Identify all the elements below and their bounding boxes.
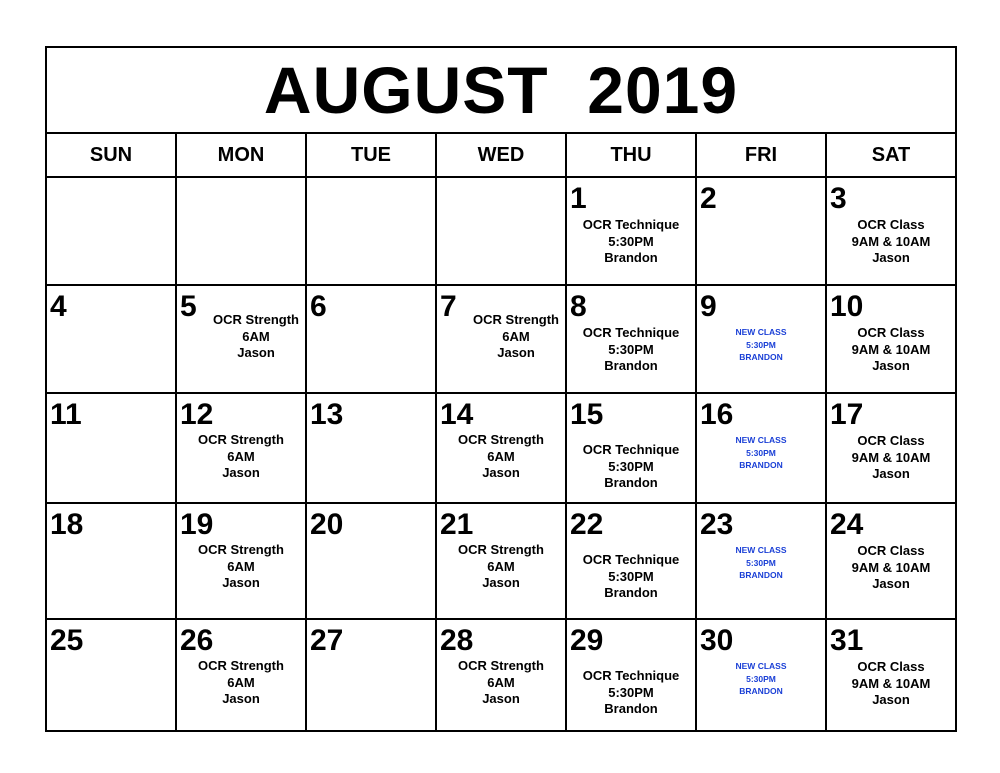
event-line: Jason xyxy=(497,345,535,360)
event-line: 6AM xyxy=(487,674,515,690)
class-event[interactable] xyxy=(177,542,305,592)
event-line: OCR Class xyxy=(857,543,925,558)
day-number: 25 xyxy=(50,624,84,657)
event-line: OCR Technique xyxy=(582,325,680,340)
day-cell[interactable] xyxy=(567,504,697,620)
event-line: OCR Strength xyxy=(458,432,544,447)
day-cell[interactable] xyxy=(697,178,827,286)
event-line: Jason xyxy=(872,692,910,707)
new-class-event[interactable] xyxy=(697,434,825,472)
day-cell[interactable] xyxy=(47,394,177,504)
day-number: 24 xyxy=(830,508,864,541)
class-event[interactable] xyxy=(437,658,565,708)
day-cell[interactable] xyxy=(827,286,955,394)
class-event[interactable] xyxy=(567,325,695,375)
event-line: 6AM xyxy=(502,328,530,344)
event-line: OCR Strength xyxy=(213,312,299,327)
event-line: OCR Strength xyxy=(198,432,284,447)
day-cell[interactable] xyxy=(47,286,177,394)
event-line: OCR Class xyxy=(857,433,925,448)
class-event[interactable] xyxy=(827,543,955,593)
event-line: Jason xyxy=(482,575,520,590)
day-cell[interactable] xyxy=(697,620,827,732)
event-line: NEW CLASS xyxy=(735,661,787,671)
event-line: OCR Strength xyxy=(458,542,544,557)
event-line: Brandon xyxy=(604,701,658,716)
day-number: 17 xyxy=(830,398,864,431)
day-number: 9 xyxy=(700,290,717,323)
day-number: 23 xyxy=(700,508,734,541)
event-line: 5:30PM xyxy=(746,339,776,350)
day-number: 2 xyxy=(700,182,717,215)
event-line: 5:30PM xyxy=(608,458,654,474)
event-line: OCR Strength xyxy=(473,312,559,327)
class-event[interactable] xyxy=(827,217,955,267)
weekday-header: FRI xyxy=(697,134,827,178)
event-line: Jason xyxy=(222,465,260,480)
event-line: Brandon xyxy=(604,585,658,600)
event-line: 9AM & 10AM xyxy=(851,449,931,465)
event-line: OCR Strength xyxy=(198,658,284,673)
event-line: NEW CLASS xyxy=(735,327,787,337)
day-number: 4 xyxy=(50,290,67,323)
event-line: 5:30PM xyxy=(608,684,654,700)
event-line: 6AM xyxy=(487,558,515,574)
class-event[interactable] xyxy=(827,325,955,375)
day-cell[interactable] xyxy=(437,394,567,504)
day-number: 31 xyxy=(830,624,864,657)
new-class-event[interactable] xyxy=(697,326,825,364)
class-event[interactable] xyxy=(567,552,695,602)
day-cell[interactable] xyxy=(567,620,697,732)
event-line: OCR Strength xyxy=(198,542,284,557)
event-line: Jason xyxy=(222,691,260,706)
event-line: BRANDON xyxy=(739,460,783,470)
day-cell[interactable] xyxy=(567,394,697,504)
event-line: Brandon xyxy=(604,475,658,490)
class-event[interactable] xyxy=(827,659,955,709)
day-cell[interactable] xyxy=(827,620,955,732)
day-number: 15 xyxy=(570,398,604,431)
day-number: 3 xyxy=(830,182,847,215)
day-cell[interactable] xyxy=(437,620,567,732)
day-cell[interactable] xyxy=(177,394,307,504)
weekday-header: THU xyxy=(567,134,697,178)
day-number: 13 xyxy=(310,398,344,431)
class-event[interactable] xyxy=(567,668,695,718)
day-cell[interactable] xyxy=(697,504,827,620)
event-line: 5:30PM xyxy=(746,673,776,684)
event-line: OCR Class xyxy=(857,659,925,674)
day-number: 1 xyxy=(570,182,587,215)
day-number: 28 xyxy=(440,624,474,657)
day-number: 27 xyxy=(310,624,344,657)
day-cell[interactable] xyxy=(177,286,307,394)
day-number: 14 xyxy=(440,398,474,431)
day-number: 16 xyxy=(700,398,734,431)
day-number: 11 xyxy=(50,398,82,431)
day-cell[interactable] xyxy=(177,178,307,286)
day-cell[interactable] xyxy=(307,504,437,620)
calendar xyxy=(45,46,957,732)
class-event[interactable] xyxy=(567,442,695,492)
day-cell[interactable] xyxy=(437,504,567,620)
day-cell[interactable] xyxy=(437,178,567,286)
day-cell[interactable] xyxy=(567,178,697,286)
event-line: Jason xyxy=(482,691,520,706)
event-line: 6AM xyxy=(227,448,255,464)
event-line: BRANDON xyxy=(739,352,783,362)
event-line: Jason xyxy=(222,575,260,590)
day-number: 26 xyxy=(180,624,214,657)
day-number: 8 xyxy=(570,290,587,323)
day-number: 5 xyxy=(180,290,197,323)
day-number: 10 xyxy=(830,290,864,323)
day-number: 22 xyxy=(570,508,604,541)
day-cell[interactable] xyxy=(307,178,437,286)
day-cell[interactable] xyxy=(177,504,307,620)
event-line: OCR Technique xyxy=(582,217,680,232)
event-line: OCR Strength xyxy=(458,658,544,673)
event-line: 6AM xyxy=(242,328,270,344)
class-event[interactable] xyxy=(437,432,565,482)
class-event[interactable] xyxy=(827,433,955,483)
weekday-header: MON xyxy=(177,134,307,178)
weekday-header: SAT xyxy=(827,134,955,178)
day-number: 30 xyxy=(700,624,734,657)
event-line: OCR Technique xyxy=(582,442,680,457)
day-number: 18 xyxy=(50,508,84,541)
class-event[interactable] xyxy=(177,432,305,482)
event-line: Jason xyxy=(872,358,910,373)
class-event[interactable] xyxy=(473,312,559,362)
day-number: 12 xyxy=(180,398,214,431)
day-cell[interactable] xyxy=(567,286,697,394)
day-number: 7 xyxy=(440,290,457,323)
event-line: Jason xyxy=(237,345,275,360)
event-line: OCR Technique xyxy=(582,552,680,567)
new-class-event[interactable] xyxy=(697,660,825,698)
event-line: Jason xyxy=(872,466,910,481)
day-cell[interactable] xyxy=(697,286,827,394)
day-number: 6 xyxy=(310,290,327,323)
event-line: 9AM & 10AM xyxy=(851,675,931,691)
event-line: 9AM & 10AM xyxy=(851,559,931,575)
event-line: 5:30PM xyxy=(608,233,654,249)
weekday-header: WED xyxy=(437,134,567,178)
event-line: 6AM xyxy=(227,558,255,574)
event-line: 6AM xyxy=(227,674,255,690)
event-line: Jason xyxy=(482,465,520,480)
event-line: Jason xyxy=(872,250,910,265)
weekday-header: TUE xyxy=(307,134,437,178)
event-line: OCR Technique xyxy=(582,668,680,683)
day-cell[interactable] xyxy=(697,394,827,504)
event-line: BRANDON xyxy=(739,686,783,696)
day-cell[interactable] xyxy=(437,286,567,394)
event-line: OCR Class xyxy=(857,325,925,340)
day-number: 21 xyxy=(440,508,474,541)
day-cell[interactable] xyxy=(827,178,955,286)
event-line: 5:30PM xyxy=(746,447,776,458)
new-class-event[interactable] xyxy=(697,544,825,582)
day-cell[interactable] xyxy=(827,394,955,504)
day-cell[interactable] xyxy=(827,504,955,620)
event-line: 5:30PM xyxy=(608,568,654,584)
day-cell[interactable] xyxy=(47,620,177,732)
day-cell[interactable] xyxy=(47,178,177,286)
weekday-header: SUN xyxy=(47,134,177,178)
event-line: OCR Class xyxy=(857,217,925,232)
event-line: 5:30PM xyxy=(746,557,776,568)
day-cell[interactable] xyxy=(307,394,437,504)
day-cell[interactable] xyxy=(307,286,437,394)
event-line: 9AM & 10AM xyxy=(851,341,931,357)
day-cell[interactable] xyxy=(177,620,307,732)
event-line: NEW CLASS xyxy=(735,435,787,445)
day-cell[interactable] xyxy=(307,620,437,732)
event-line: 6AM xyxy=(487,448,515,464)
event-line: Brandon xyxy=(604,250,658,265)
day-number: 29 xyxy=(570,624,604,657)
day-cell[interactable] xyxy=(47,504,177,620)
event-line: BRANDON xyxy=(739,570,783,580)
event-line: 9AM & 10AM xyxy=(851,233,931,249)
day-number: 20 xyxy=(310,508,344,541)
class-event[interactable] xyxy=(213,312,299,362)
event-line: NEW CLASS xyxy=(735,545,787,555)
class-event[interactable] xyxy=(177,658,305,708)
calendar-title: AUGUST 2019 xyxy=(47,48,955,134)
event-line: Jason xyxy=(872,576,910,591)
event-line: 5:30PM xyxy=(608,341,654,357)
event-line: Brandon xyxy=(604,358,658,373)
day-number: 19 xyxy=(180,508,214,541)
class-event[interactable] xyxy=(567,217,695,267)
class-event[interactable] xyxy=(437,542,565,592)
